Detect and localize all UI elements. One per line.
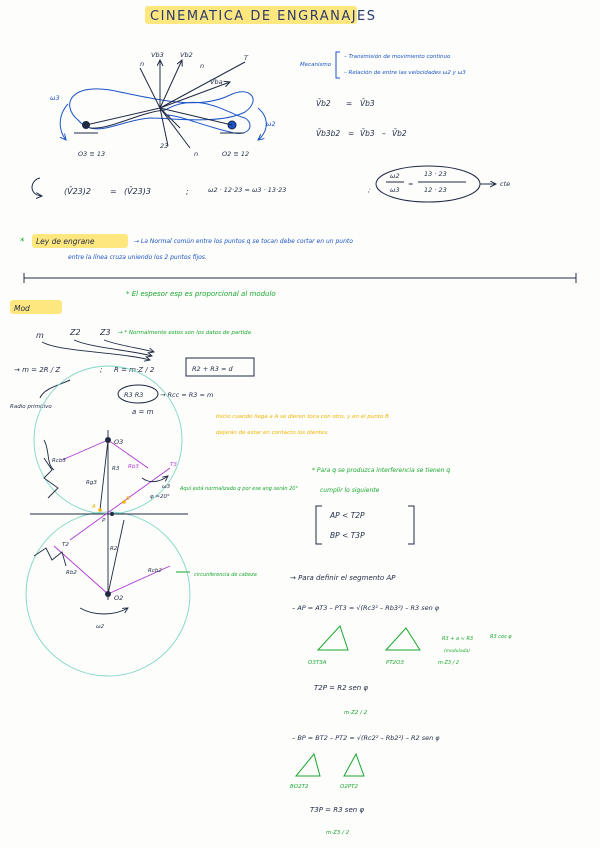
- point-a: [98, 508, 102, 512]
- center-o2: [105, 591, 111, 597]
- gd-t3: T3: [170, 462, 177, 468]
- ap-tri2: PT2O3: [386, 660, 405, 666]
- eq2-rhs: V̄b2: [392, 129, 407, 138]
- gd-rcb2: Rcb2: [148, 568, 162, 574]
- gd-rb3: Rb3: [128, 464, 139, 470]
- label-n-bot: n: [194, 150, 199, 158]
- cond-intro: * Para q se produzca interferencia se tienen q: [312, 467, 451, 474]
- page-title: CINEMATICA DE ENGRANAJES: [150, 9, 377, 24]
- gd-t2: T2: [62, 542, 69, 548]
- gd-r3: R3: [112, 466, 120, 472]
- mecanismo-line1: – Transmisión de movimiento continuo: [344, 54, 451, 60]
- r-pair: R3 R3: [124, 391, 144, 399]
- gd-w2: ω2: [96, 624, 105, 630]
- gear-diagram: [26, 366, 190, 676]
- frac-lhs-den: ω3: [390, 186, 400, 194]
- ley-line2: entre la línea cruza uniendo los 2 puntos fijos.: [68, 254, 207, 261]
- gd-rg3: Rg3: [86, 480, 97, 486]
- yellow-note-line1: Inicio cuando llega a A se dieron toca con otro, y en el punto B: [216, 414, 389, 420]
- ap-mz: m·Z3 / 2: [438, 660, 460, 666]
- mod-eq-m: → m = 2R / Z: [14, 366, 61, 374]
- gd-r2: R2: [110, 546, 118, 552]
- eq1-rhs: V̄b3: [360, 99, 375, 108]
- ley-marker: *: [20, 237, 25, 247]
- t2p-sub: m·Z2 / 2: [344, 710, 368, 716]
- gd-o2: O2: [114, 594, 124, 602]
- frac-rhs-num: 13 · 23: [424, 170, 447, 178]
- vel-eq: =: [110, 187, 117, 196]
- bp-eq: – BP = BT2 – PT2 = √(Rc2² – Rb2²) – R2 sen φ: [292, 734, 440, 742]
- vel-lhs: (V̄23)2: [64, 187, 91, 196]
- r-sum: → Rcc = R3 = m: [160, 391, 214, 399]
- radio-primitivo: Radio primitivo: [10, 404, 52, 410]
- gd-p: P: [102, 518, 106, 524]
- svg-text:=: =: [348, 129, 355, 138]
- svg-text:;: ;: [100, 366, 103, 374]
- center-o3: [105, 437, 111, 443]
- label-vb3: Vb3: [151, 51, 164, 59]
- gd-a: A: [92, 504, 96, 510]
- eq2-lhs: V̄b3b2: [316, 129, 341, 138]
- gd-o3: O3: [114, 438, 124, 446]
- top-cam-figure: [60, 60, 266, 148]
- yellow-note-line2: dejarán de estar en contacto los dientes.: [216, 430, 329, 436]
- gd-circ-cabeza: circunferencia de cabeza: [194, 572, 257, 578]
- gd-b: B: [126, 496, 130, 502]
- ley-line1: → La Normal común entre los puntos q se tocan debe cortar en un punto: [134, 238, 353, 245]
- gd-annot-normal: Aquí está normalizado q por ese ang serán 20°: [180, 486, 298, 492]
- label-n-top: n: [140, 60, 145, 68]
- ap-tri1: O3T3A: [308, 660, 327, 666]
- gd-w3: ω3: [162, 484, 171, 490]
- tri-pt2o3: [386, 628, 420, 650]
- ap-r-note: R3 + a ≈ R3: [442, 636, 474, 642]
- cte-label: cte: [500, 180, 511, 188]
- label-n-mid: n: [200, 62, 205, 70]
- espesor-note: * El espesor esp es proporcional al modulo: [126, 290, 276, 298]
- gd-rcb3: Rcb3: [52, 458, 66, 464]
- svg-text:=: =: [408, 180, 414, 188]
- pitch-point: [110, 512, 114, 516]
- mod-normalized-note: → * Normalmente estos son los datos de partida: [118, 330, 252, 336]
- label-23: 23: [160, 142, 169, 150]
- ap-r-note2: R3 cos φ: [490, 634, 512, 640]
- a-eq: a = m: [132, 408, 154, 416]
- vel-part2: ω2 · 12·23 = ω3 · 13·23: [208, 186, 287, 194]
- svg-text:;: ;: [368, 186, 371, 194]
- label-o3: O3 ≡ 13: [78, 150, 106, 158]
- label-o2: O2 ≡ 12: [222, 150, 250, 158]
- cond-c2: BP < T3P: [330, 531, 365, 540]
- label-vb2: Vb2: [180, 51, 193, 59]
- gd-rb2: Rb2: [66, 570, 77, 576]
- ap-eq: – AP = AT3 – PT3 = √(Rc3² – Rb3²) – R3 sen φ: [292, 604, 440, 612]
- svg-text:=: =: [346, 99, 353, 108]
- vel-rhs: (V̄23)3: [124, 187, 151, 196]
- ap-modulo-small: (modulada): [444, 649, 470, 654]
- mecanismo-label: Mecanismo: [300, 62, 332, 68]
- ap-title: → Para definir el segmento AP: [290, 574, 396, 582]
- frac-rhs-den: 12 · 23: [424, 186, 447, 194]
- eq1-lhs: V̄b2: [316, 99, 331, 108]
- label-w2: ω2: [266, 120, 276, 128]
- tri-bo2t2: [296, 754, 320, 776]
- bp-tri2: O2PT2: [340, 784, 359, 790]
- tri-o3t3a: [318, 626, 348, 650]
- modulo-label: Mod: [14, 304, 30, 313]
- frac-lhs-num: ω2: [390, 172, 400, 180]
- t3p-eq: T3P = R3 sen φ: [310, 806, 365, 814]
- mod-z2: Z2: [70, 328, 81, 337]
- tri-o2pt2: [344, 754, 364, 776]
- mod-boxed: R2 + R3 = d: [192, 365, 233, 373]
- mecanismo-line2: – Relación de entre las velocidades ω2 y ω3: [344, 70, 466, 76]
- eq2-mid: V̄b3: [360, 129, 375, 138]
- label-w3: ω3: [50, 94, 60, 102]
- gd-phi: φ ≈20°: [150, 494, 170, 500]
- ley-label: Ley de engrane: [36, 237, 95, 246]
- svg-text:–: –: [382, 129, 386, 138]
- bp-tri1: BO2T2: [290, 784, 309, 790]
- cond-intro2: cumplir lo siguiente: [320, 487, 380, 494]
- t2p-eq: T2P = R2 sen φ: [314, 684, 369, 692]
- label-t: T: [244, 54, 248, 62]
- mod-eq-r: R = m·Z / 2: [114, 366, 155, 374]
- label-a: a: [166, 112, 170, 120]
- label-vba: Vba: [210, 78, 223, 86]
- t3p-sub: m·Z3 / 2: [326, 830, 350, 836]
- mod-z3: Z3: [100, 328, 111, 337]
- vel-sep: ;: [186, 187, 189, 196]
- mod-m: m: [36, 331, 44, 340]
- cond-c1: AP < T2P: [330, 511, 365, 520]
